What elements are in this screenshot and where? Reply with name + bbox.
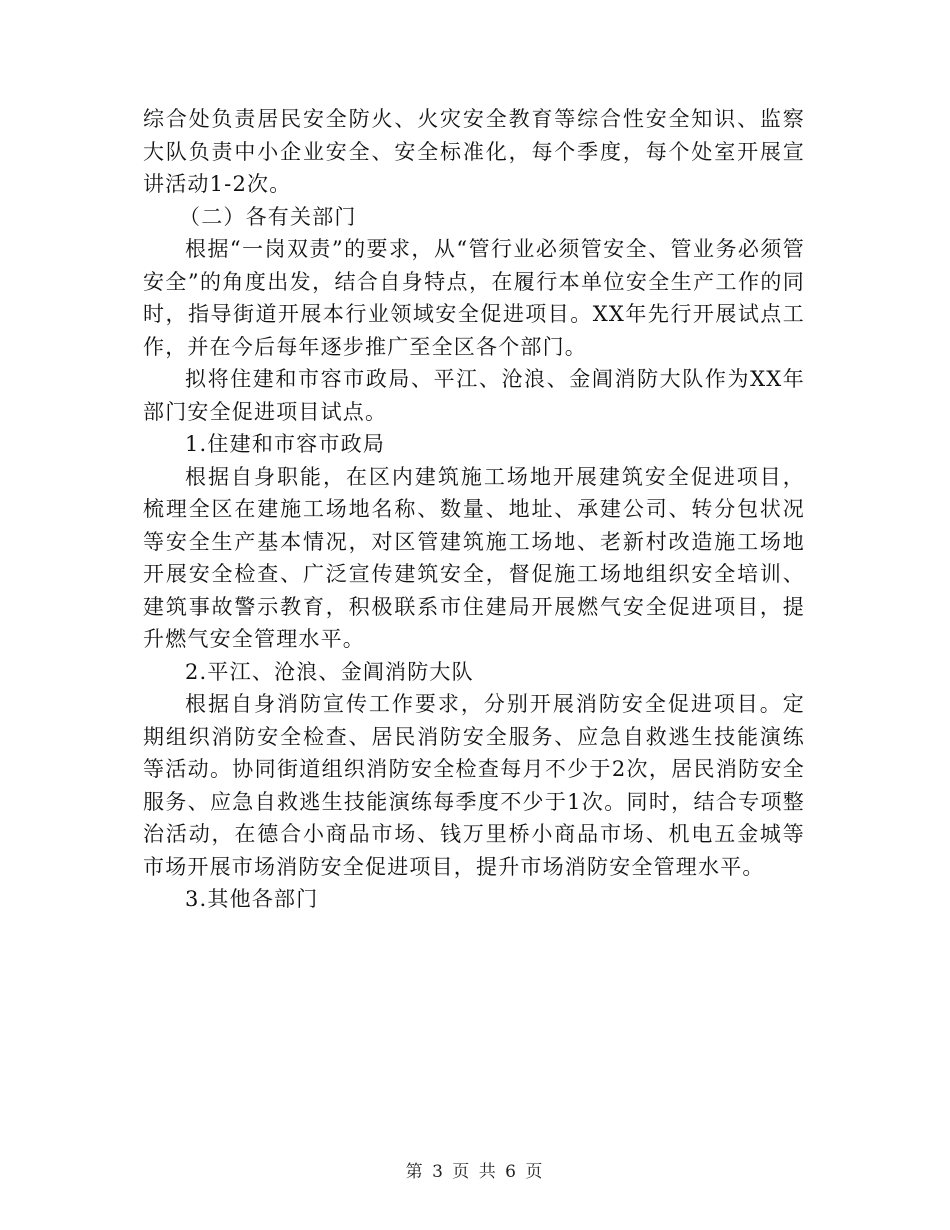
section-heading-departments: （二）各有关部门 (179, 204, 357, 229)
document-body (143, 103, 805, 916)
paragraph-responsibility: 根据“一岗双责”的要求，从“管行业必须管安全、管业务必须管安全”的角度出发，结合自身特点，在履行本单位安全生产工作的同时，指导街道开展本行业领域安全促进项目。XX年先行开展试点工作，并在今后每年逐步推广至全区各个部门。 (143, 237, 805, 359)
page-number: 第 3 页 共 6 页 (405, 1162, 545, 1182)
subheading-fire-brigades: 2.平江、沧浪、金阊消防大队 (185, 659, 474, 684)
subheading-other-departments: 3.其他各部门 (185, 887, 319, 911)
paragraph-continuation: 综合处负责居民安全防火、火灾安全教育等综合性安全知识、监察大队负责中小企业安全、安全标准化，每个季度，每个处室开展宣讲活动1-2次。 (143, 107, 805, 196)
page-footer (0, 1157, 950, 1182)
paragraph-fire-brigades: 根据自身消防宣传工作要求，分别开展消防安全促进项目。定期组织消防安全检查、居民消防安全服务、应急自救逃生技能演练等活动。协同街道组织消防安全检查每月不少于2次，居民消防安全服务、应急自救逃生技能演练每季度不少于1次。同时，结合专项整治活动，在德合小商品市场、钱万里桥小商品市场、机电五金城等市场开展市场消防安全促进项目，提升市场消防安全管理水平。 (143, 692, 805, 879)
paragraph-pilot: 拟将住建和市容市政局、平江、沧浪、金阊消防大队作为XX年部门安全促进项目试点。 (143, 367, 805, 424)
paragraph-housing-bureau: 根据自身职能，在区内建筑施工场地开展建筑安全促进项目，梳理全区在建施工场地名称、数量、地址、承建公司、转分包状况等安全生产基本情况，对区管建筑施工场地、老新村改造施工场地开展安全检查、广泛宣传建筑安全，督促施工场地组织安全培训、建筑事故警示教育，积极联系市住建局开展燃气安全促进项目，提升燃气安全管理水平。 (143, 464, 805, 651)
subheading-housing-bureau: 1.住建和市容市政局 (185, 432, 386, 456)
